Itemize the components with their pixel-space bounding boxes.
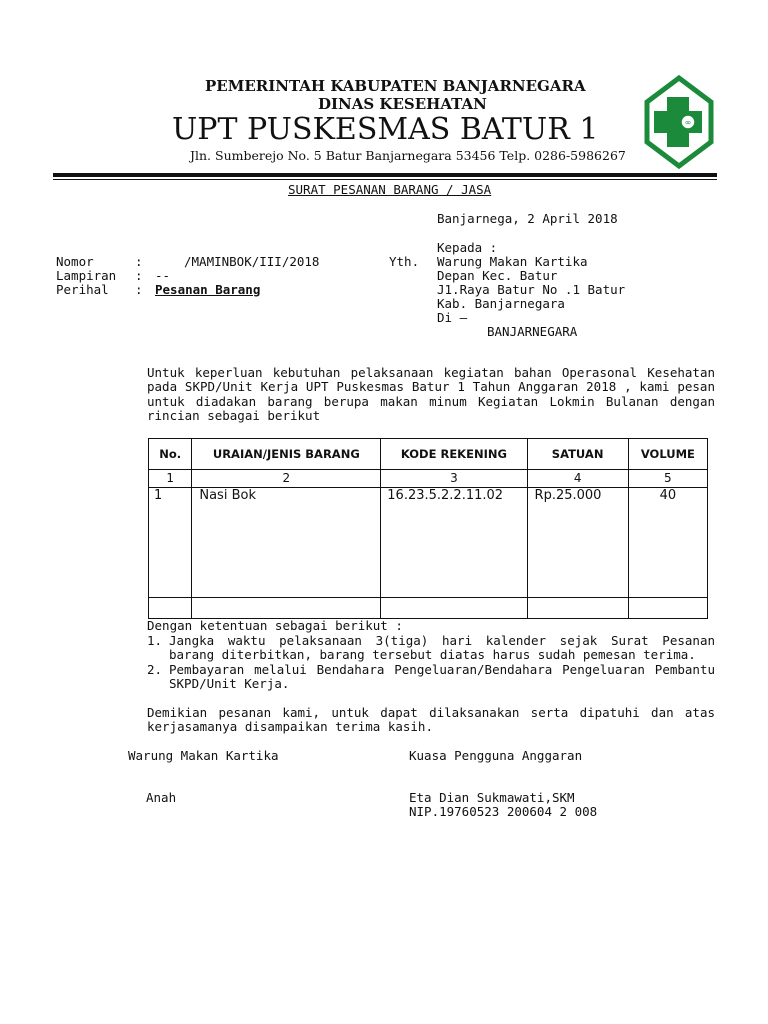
closing-paragraph: Demikian pesanan kami, untuk dapat dilaksanakan serta dipatuhi dan atas kerjasamanya disampaikan terima kasih. xyxy=(147,705,715,735)
meta-value-lampiran: -- xyxy=(155,268,171,283)
order-items-table xyxy=(148,438,708,619)
puskesmas-logo-icon xyxy=(644,75,714,169)
signature-left-name: Anah xyxy=(146,790,177,805)
recipient-di: Di – xyxy=(437,310,468,325)
condition-item-1 xyxy=(147,634,715,664)
signature-right-title: Kuasa Pengguna Anggaran xyxy=(409,748,583,763)
letterhead-department: DINAS KESEHATAN xyxy=(318,95,487,113)
svg-text:∞: ∞ xyxy=(684,118,692,127)
table-cell-no: 1 xyxy=(149,487,192,597)
table-header-row xyxy=(149,439,708,470)
table-cell: 4 xyxy=(527,470,628,488)
table-row xyxy=(149,487,708,597)
meta-label-lampiran: Lampiran xyxy=(56,268,117,283)
recipient-address-3: Kab. Banjarnegara xyxy=(437,296,565,311)
letterhead-government: PEMERINTAH KABUPATEN BANJARNEGARA xyxy=(205,77,586,95)
recipient-address-1: Depan Kec. Batur xyxy=(437,268,558,283)
table-header-volume: VOLUME xyxy=(628,439,707,470)
letterhead-divider-thin xyxy=(53,179,717,180)
conditions-intro: Dengan ketentuan sebagai berikut : xyxy=(147,618,403,633)
letterhead-divider-thick xyxy=(53,173,717,177)
table-cell: 1 xyxy=(149,470,192,488)
table-header-uraian: URAIAN/JENIS BARANG xyxy=(192,439,381,470)
table-cell-uraian: Nasi Bok xyxy=(192,487,381,597)
condition-text: Jangka waktu pelaksanaan 3(tiga) hari kalender sejak Surat Pesanan barang diterbitkan, barang tersebut diatas harus sudah pemesan terima. xyxy=(169,633,715,663)
table-cell-volume: 40 xyxy=(628,487,707,597)
table-number-row xyxy=(149,470,708,488)
recipient-name: Warung Makan Kartika xyxy=(437,254,588,269)
meta-value-perihal: Pesanan Barang xyxy=(155,282,261,297)
signature-right-nip: NIP.19760523 200604 2 008 xyxy=(409,804,598,819)
condition-item-2 xyxy=(147,663,715,693)
letterhead-address: Jln. Sumberejo No. 5 Batur Banjarnegara 53456 Telp. 0286-5986267 xyxy=(190,148,626,163)
table-header-no: No. xyxy=(149,439,192,470)
table-header-kode: KODE REKENING xyxy=(381,439,527,470)
meta-label-nomor: Nomor xyxy=(56,254,94,269)
signature-right-name: Eta Dian Sukmawati,SKM xyxy=(409,790,575,805)
table-cell: 5 xyxy=(628,470,707,488)
table-cell xyxy=(628,597,707,618)
table-row-empty xyxy=(149,597,708,618)
condition-text: Pembayaran melalui Bendahara Pengeluaran/Bendahara Pengeluaran Pembantu SKPD/Unit Kerja. xyxy=(169,662,715,692)
condition-number: 1. xyxy=(147,633,163,648)
recipient-city: BANJARNEGARA xyxy=(487,324,578,339)
table-cell xyxy=(149,597,192,618)
table-cell: 3 xyxy=(381,470,527,488)
table-cell xyxy=(527,597,628,618)
letterhead-institution: UPT PUSKESMAS BATUR 1 xyxy=(172,112,599,147)
table-header-satuan: SATUAN xyxy=(527,439,628,470)
letter-date: Banjarnega, 2 April 2018 xyxy=(437,211,618,226)
meta-sep: : xyxy=(135,254,143,269)
table-cell: 2 xyxy=(192,470,381,488)
condition-number: 2. xyxy=(147,662,163,677)
table-cell-satuan: Rp.25.000 xyxy=(527,487,628,597)
signature-left-title: Warung Makan Kartika xyxy=(128,748,279,763)
meta-sep: : xyxy=(135,282,143,297)
recipient-kepada: Kepada : xyxy=(437,240,498,255)
table-cell-kode: 16.23.5.2.2.11.02 xyxy=(381,487,527,597)
intro-paragraph: Untuk keperluan kebutuhan pelaksanaan kegiatan bahan Operasonal Kesehatan pada SKPD/Unit Kerja UPT Puskesmas Batur 1 Tahun Anggaran 2018 , kami pesan untuk diadakan barang berupa makan minum Kegiatan Lokmin Bulanan dengan rincian sebagai berikut xyxy=(147,365,715,424)
document-title: SURAT PESANAN BARANG / JASA xyxy=(288,182,492,197)
table-cell xyxy=(192,597,381,618)
meta-label-perihal: Perihal xyxy=(56,282,109,297)
meta-value-nomor: /MAMINBOK/III/2018 xyxy=(184,254,320,269)
recipient-yth: Yth. xyxy=(389,254,420,269)
table-cell xyxy=(381,597,527,618)
meta-sep: : xyxy=(135,268,143,283)
recipient-address-2: J1.Raya Batur No .1 Batur xyxy=(437,282,626,297)
